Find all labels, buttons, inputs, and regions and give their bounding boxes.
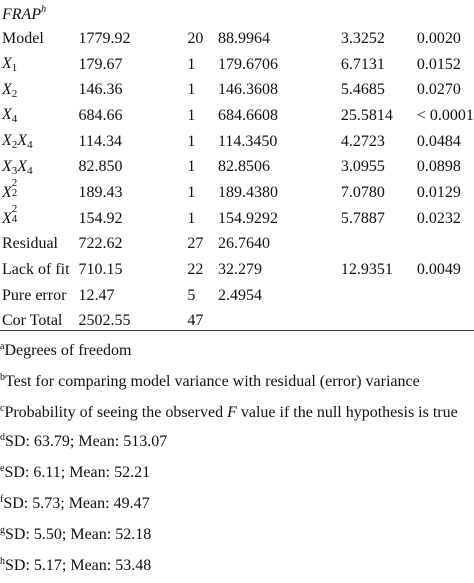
- source-cell: $X_1$: [2, 55, 18, 75]
- p-value-cell: [417, 232, 474, 258]
- f-value-cell: 3.3252: [340, 29, 385, 47]
- footnote: [0, 552, 472, 575]
- f-value-cell: 4.2723: [340, 132, 385, 150]
- f-value-cell: [341, 283, 417, 309]
- sum-of-squares-cell: 189.43: [78, 183, 123, 201]
- sum-of-squares-cell: 1779.92: [78, 29, 131, 47]
- table-row: [0, 206, 474, 232]
- sum-of-squares-cell: 154.92: [78, 209, 123, 227]
- f-value-cell: 5.4685: [340, 81, 385, 99]
- sum-of-squares-cell: 12.47: [78, 286, 115, 304]
- df-cell: 22: [187, 261, 204, 279]
- footnote-mark: f: [0, 494, 4, 505]
- p-value-cell: < 0.0001: [416, 106, 474, 124]
- footnote-mark: d: [0, 432, 5, 443]
- table-row: [0, 26, 474, 52]
- table-row: [0, 180, 474, 206]
- footnote: [0, 368, 472, 391]
- footnote-text: SD: 6.11; Mean: 52.21: [4, 464, 151, 481]
- mean-square-cell: 2.4954: [217, 286, 262, 304]
- f-value-cell: [341, 232, 417, 258]
- mean-square-cell: 88.9964: [217, 29, 270, 47]
- mean-square-cell: 32.279: [217, 261, 262, 279]
- anova-table: [0, 26, 474, 334]
- sum-of-squares-cell: 710.15: [78, 261, 123, 279]
- frap-footnote-mark: h: [41, 4, 47, 15]
- source-cell: $X_2$: [2, 80, 18, 100]
- table-bottom-rule: [0, 330, 474, 331]
- footnote-mark: h: [0, 556, 5, 567]
- df-cell: 1: [187, 106, 196, 124]
- p-value-cell: 0.0152: [416, 55, 461, 73]
- p-value-cell: 0.0898: [416, 158, 461, 176]
- p-value-cell: 0.0020: [416, 29, 461, 47]
- source-cell: $X_4$: [2, 106, 18, 126]
- p-value-cell: 0.0484: [416, 132, 461, 150]
- mean-square-cell: 114.3450: [217, 132, 278, 150]
- footnote: [0, 337, 472, 360]
- source-cell: X 2 2: [2, 177, 18, 202]
- df-cell: 20: [187, 29, 204, 47]
- df-cell: 1: [187, 55, 196, 73]
- p-value-cell: 0.0270: [416, 81, 461, 99]
- mean-square-cell: 179.6706: [217, 55, 278, 73]
- df-cell: 1: [187, 132, 196, 150]
- sum-of-squares-cell: 114.34: [78, 132, 122, 150]
- footnote-text: Degrees of freedom: [4, 342, 132, 359]
- source-cell: $X_2X_4$: [2, 132, 33, 152]
- mean-square-cell: 189.4380: [217, 183, 278, 201]
- df-cell: 1: [187, 81, 196, 99]
- table-row: [0, 257, 474, 283]
- footnote: [0, 459, 472, 482]
- table-row: [0, 232, 474, 258]
- footnote: [0, 428, 472, 451]
- footnote-text: value if the null hypothesis is true: [236, 404, 458, 421]
- table-row: [0, 103, 474, 129]
- table-row: [0, 283, 474, 309]
- sum-of-squares-cell: 179.67: [78, 55, 123, 73]
- footnote-text-italic: F: [227, 404, 237, 421]
- table-row: [0, 154, 474, 180]
- f-value-cell: 6.7131: [340, 55, 385, 73]
- source-cell: Residual: [2, 235, 58, 253]
- footnote: [0, 399, 472, 422]
- source-cell: $X_3X_4$: [2, 157, 33, 177]
- table-row: [0, 129, 474, 155]
- mean-square-cell: 82.8506: [217, 158, 270, 176]
- footnote: [0, 490, 472, 513]
- mean-square-cell: 146.3608: [217, 81, 278, 99]
- source-cell: Model: [2, 29, 44, 47]
- source-cell: Lack of fit: [2, 261, 70, 279]
- footnote-mark: a: [0, 341, 5, 352]
- footnote-text: SD: 5.17; Mean: 53.48: [5, 557, 152, 574]
- source-cell: Pure error: [2, 286, 67, 304]
- sum-of-squares-cell: 722.62: [78, 235, 123, 253]
- footnote-text: Test for comparing model variance with residual (error) variance: [5, 373, 420, 390]
- df-cell: 1: [187, 209, 196, 227]
- footnote-text: Probability of seeing the observed: [4, 404, 228, 421]
- frap-label: FRAP: [2, 6, 42, 23]
- mean-square-cell: 684.6608: [217, 106, 278, 124]
- frap-heading: [2, 0, 46, 25]
- df-cell: 27: [187, 235, 204, 253]
- mean-square-cell: 154.9292: [217, 209, 278, 227]
- f-value-cell: 25.5814: [340, 106, 393, 124]
- sum-of-squares-cell: 82.850: [78, 158, 123, 176]
- f-value-cell: 7.0780: [340, 183, 385, 201]
- p-value-cell: 0.0232: [416, 209, 461, 227]
- table-row: [0, 52, 474, 78]
- sum-of-squares-cell: 2502.55: [78, 312, 131, 330]
- footnotes: [0, 337, 472, 583]
- footnote-text: SD: 63.79; Mean: 513.07: [5, 433, 168, 450]
- df-cell: 1: [187, 158, 196, 176]
- footnote-mark: g: [0, 525, 5, 536]
- f-value-cell: 12.9351: [340, 261, 393, 279]
- footnote-text: SD: 5.50; Mean: 52.18: [5, 526, 152, 543]
- p-value-cell: 0.0129: [416, 183, 461, 201]
- source-cell: Cor Total: [2, 312, 63, 330]
- p-value-cell: [417, 283, 474, 309]
- footnote-text: SD: 5.73; Mean: 49.47: [3, 495, 150, 512]
- p-value-cell: 0.0049: [416, 261, 461, 279]
- footnote-mark: b: [0, 372, 5, 383]
- df-cell: 1: [187, 183, 196, 201]
- footnote-mark: c: [0, 403, 5, 414]
- mean-square-cell: 26.7640: [217, 235, 270, 253]
- table-row: [0, 77, 474, 103]
- df-cell: 47: [187, 312, 204, 330]
- source-cell: X 2 4: [2, 203, 18, 228]
- sum-of-squares-cell: 684.66: [78, 106, 123, 124]
- f-value-cell: 5.7887: [340, 209, 385, 227]
- footnote-mark: e: [0, 463, 5, 474]
- footnote: [0, 521, 472, 544]
- f-value-cell: 3.0955: [340, 158, 385, 176]
- sum-of-squares-cell: 146.36: [78, 81, 123, 99]
- df-cell: 5: [187, 286, 196, 304]
